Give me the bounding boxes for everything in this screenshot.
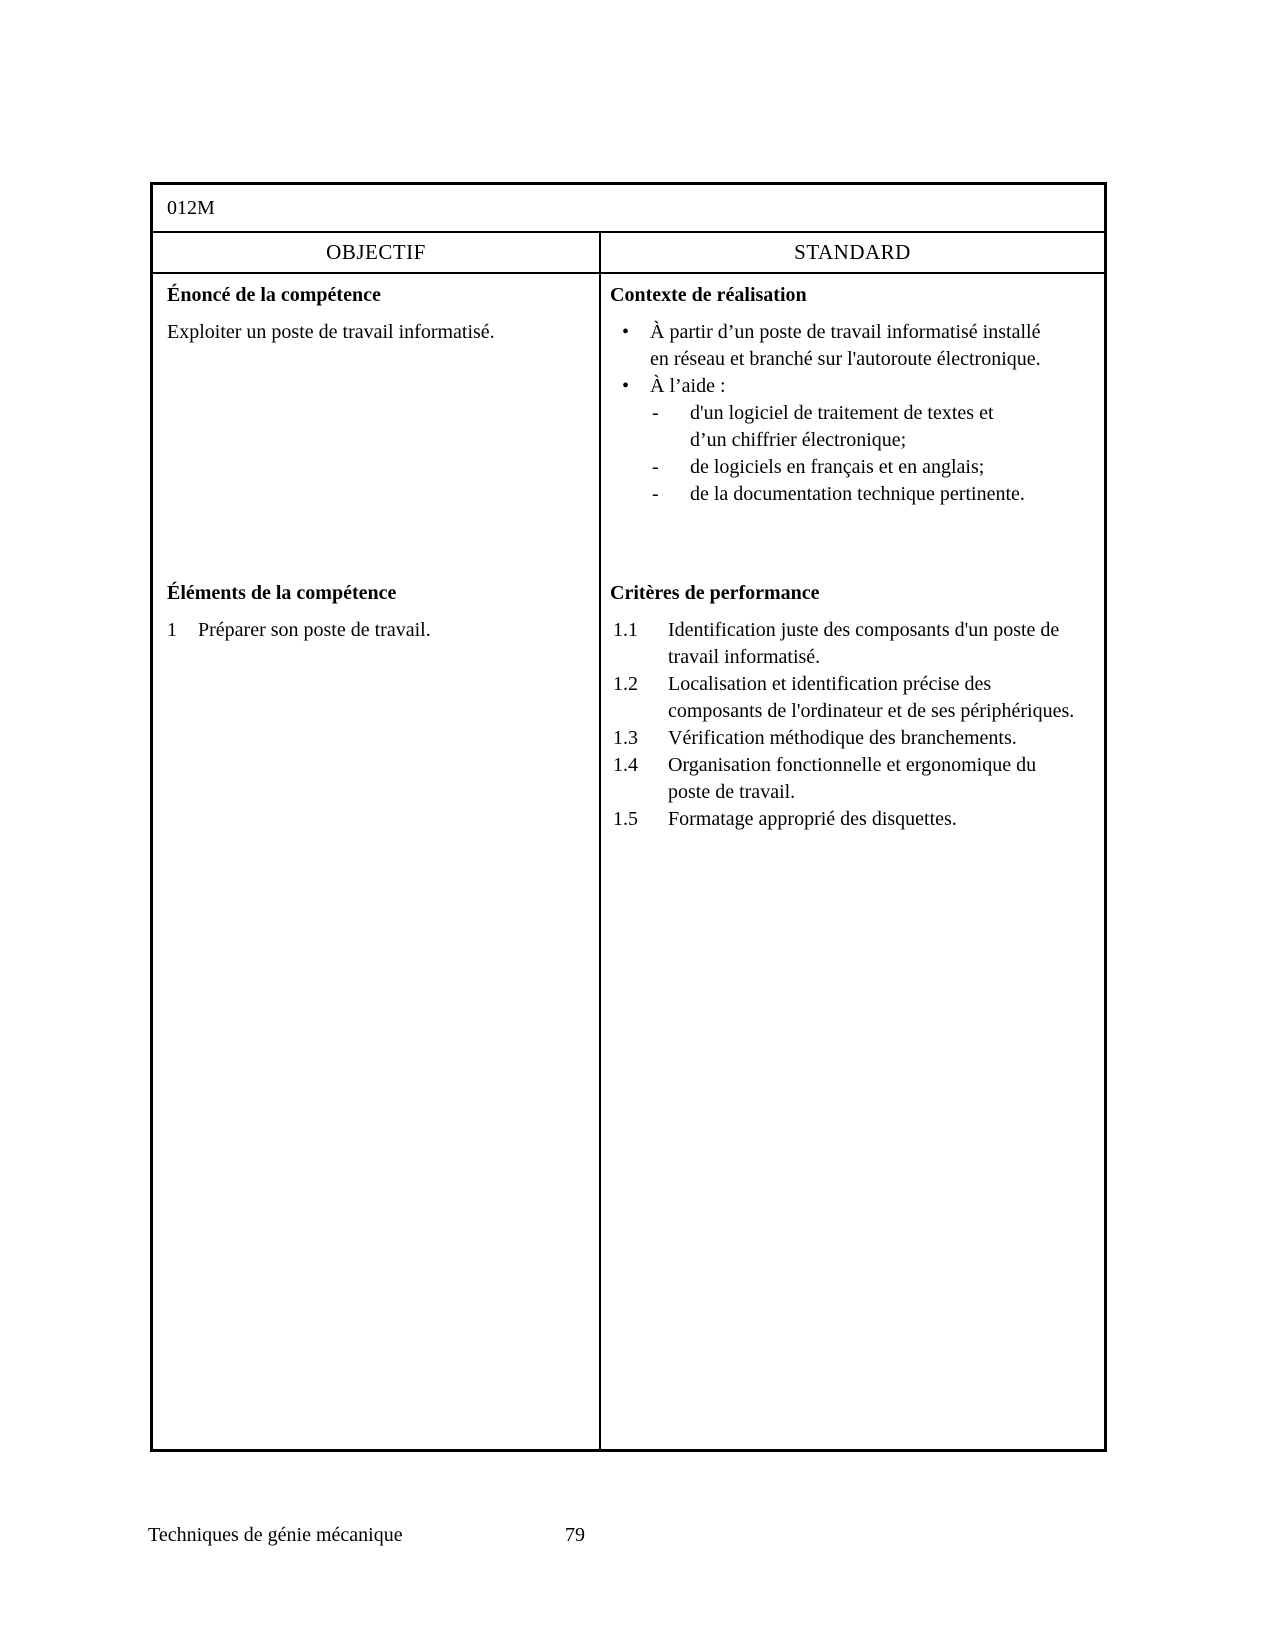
- aide-dash-item: [610, 400, 1076, 454]
- aide-dash-item: [610, 454, 1076, 481]
- critere-text: Localisation et identification précise des composants de l'ordinateur et de ses périphériques.: [668, 673, 1075, 722]
- bullet-icon: •: [622, 375, 630, 397]
- standard-header-label: STANDARD: [794, 240, 911, 264]
- contexte-bullet-text: À partir d’un poste de travail informatisé installé en réseau et branché sur l'autoroute électronique.: [650, 321, 1041, 370]
- dash-icon: -: [652, 483, 659, 505]
- dash-icon: -: [652, 456, 659, 478]
- contexte-section: [610, 282, 1076, 580]
- critere-text: Identification juste des composants d'un poste de travail informatisé.: [668, 619, 1060, 668]
- critere-text: Vérification méthodique des branchements.: [668, 727, 1017, 749]
- critere-item: [610, 725, 1076, 752]
- enonce-heading: Énoncé de la compétence: [167, 284, 381, 306]
- critere-number: 1.3: [613, 727, 638, 749]
- footer-page-number: 79: [565, 1524, 585, 1546]
- critere-number: 1.1: [613, 619, 638, 641]
- enonce-section: [167, 282, 587, 580]
- aide-dash-text: d'un logiciel de traitement de textes et d’un chiffrier électronique;: [690, 402, 994, 451]
- course-code-row: [153, 185, 1104, 233]
- standard-header-cell: [601, 233, 1104, 272]
- aide-dash-text: de la documentation technique pertinente.: [690, 483, 1025, 505]
- objectif-column: [153, 274, 601, 1450]
- objectif-header-cell: [153, 233, 601, 272]
- bullet-icon: •: [622, 321, 630, 343]
- table-header-row: [153, 233, 1104, 274]
- critere-number: 1.2: [613, 673, 638, 695]
- course-code: 012M: [167, 196, 215, 219]
- critere-number: 1.5: [613, 808, 638, 830]
- aide-dash-item: [610, 481, 1076, 508]
- contexte-bullet-text: À l’aide :: [650, 375, 726, 397]
- elements-heading: Éléments de la compétence: [167, 582, 397, 604]
- critere-item: [610, 752, 1076, 806]
- dash-icon: -: [652, 402, 659, 424]
- enonce-statement: Exploiter un poste de travail informatisé.: [167, 321, 495, 343]
- critere-item: [610, 671, 1076, 725]
- aide-dash-text: de logiciels en français et en anglais;: [690, 456, 985, 478]
- objectif-header-label: OBJECTIF: [326, 240, 426, 264]
- criteres-heading: Critères de performance: [610, 582, 820, 604]
- table-body-row: [153, 274, 1104, 1450]
- contexte-heading: Contexte de réalisation: [610, 284, 807, 306]
- critere-text: Organisation fonctionnelle et ergonomique du poste de travail.: [668, 754, 1037, 803]
- competency-table: [150, 182, 1107, 1452]
- contexte-bullet-item: [610, 373, 1076, 400]
- critere-text: Formatage approprié des disquettes.: [668, 808, 957, 830]
- critere-number: 1.4: [613, 754, 638, 776]
- element-item: [167, 617, 587, 644]
- element-text: Préparer son poste de travail.: [198, 619, 431, 641]
- criteres-section: [610, 580, 1076, 833]
- element-number: 1: [167, 619, 177, 641]
- contexte-bullet-item: [610, 319, 1076, 373]
- critere-item: [610, 806, 1076, 833]
- standard-column: [601, 274, 1104, 1450]
- elements-section: [167, 580, 587, 644]
- critere-item: [610, 617, 1076, 671]
- footer-program-title: Techniques de génie mécanique: [148, 1524, 403, 1546]
